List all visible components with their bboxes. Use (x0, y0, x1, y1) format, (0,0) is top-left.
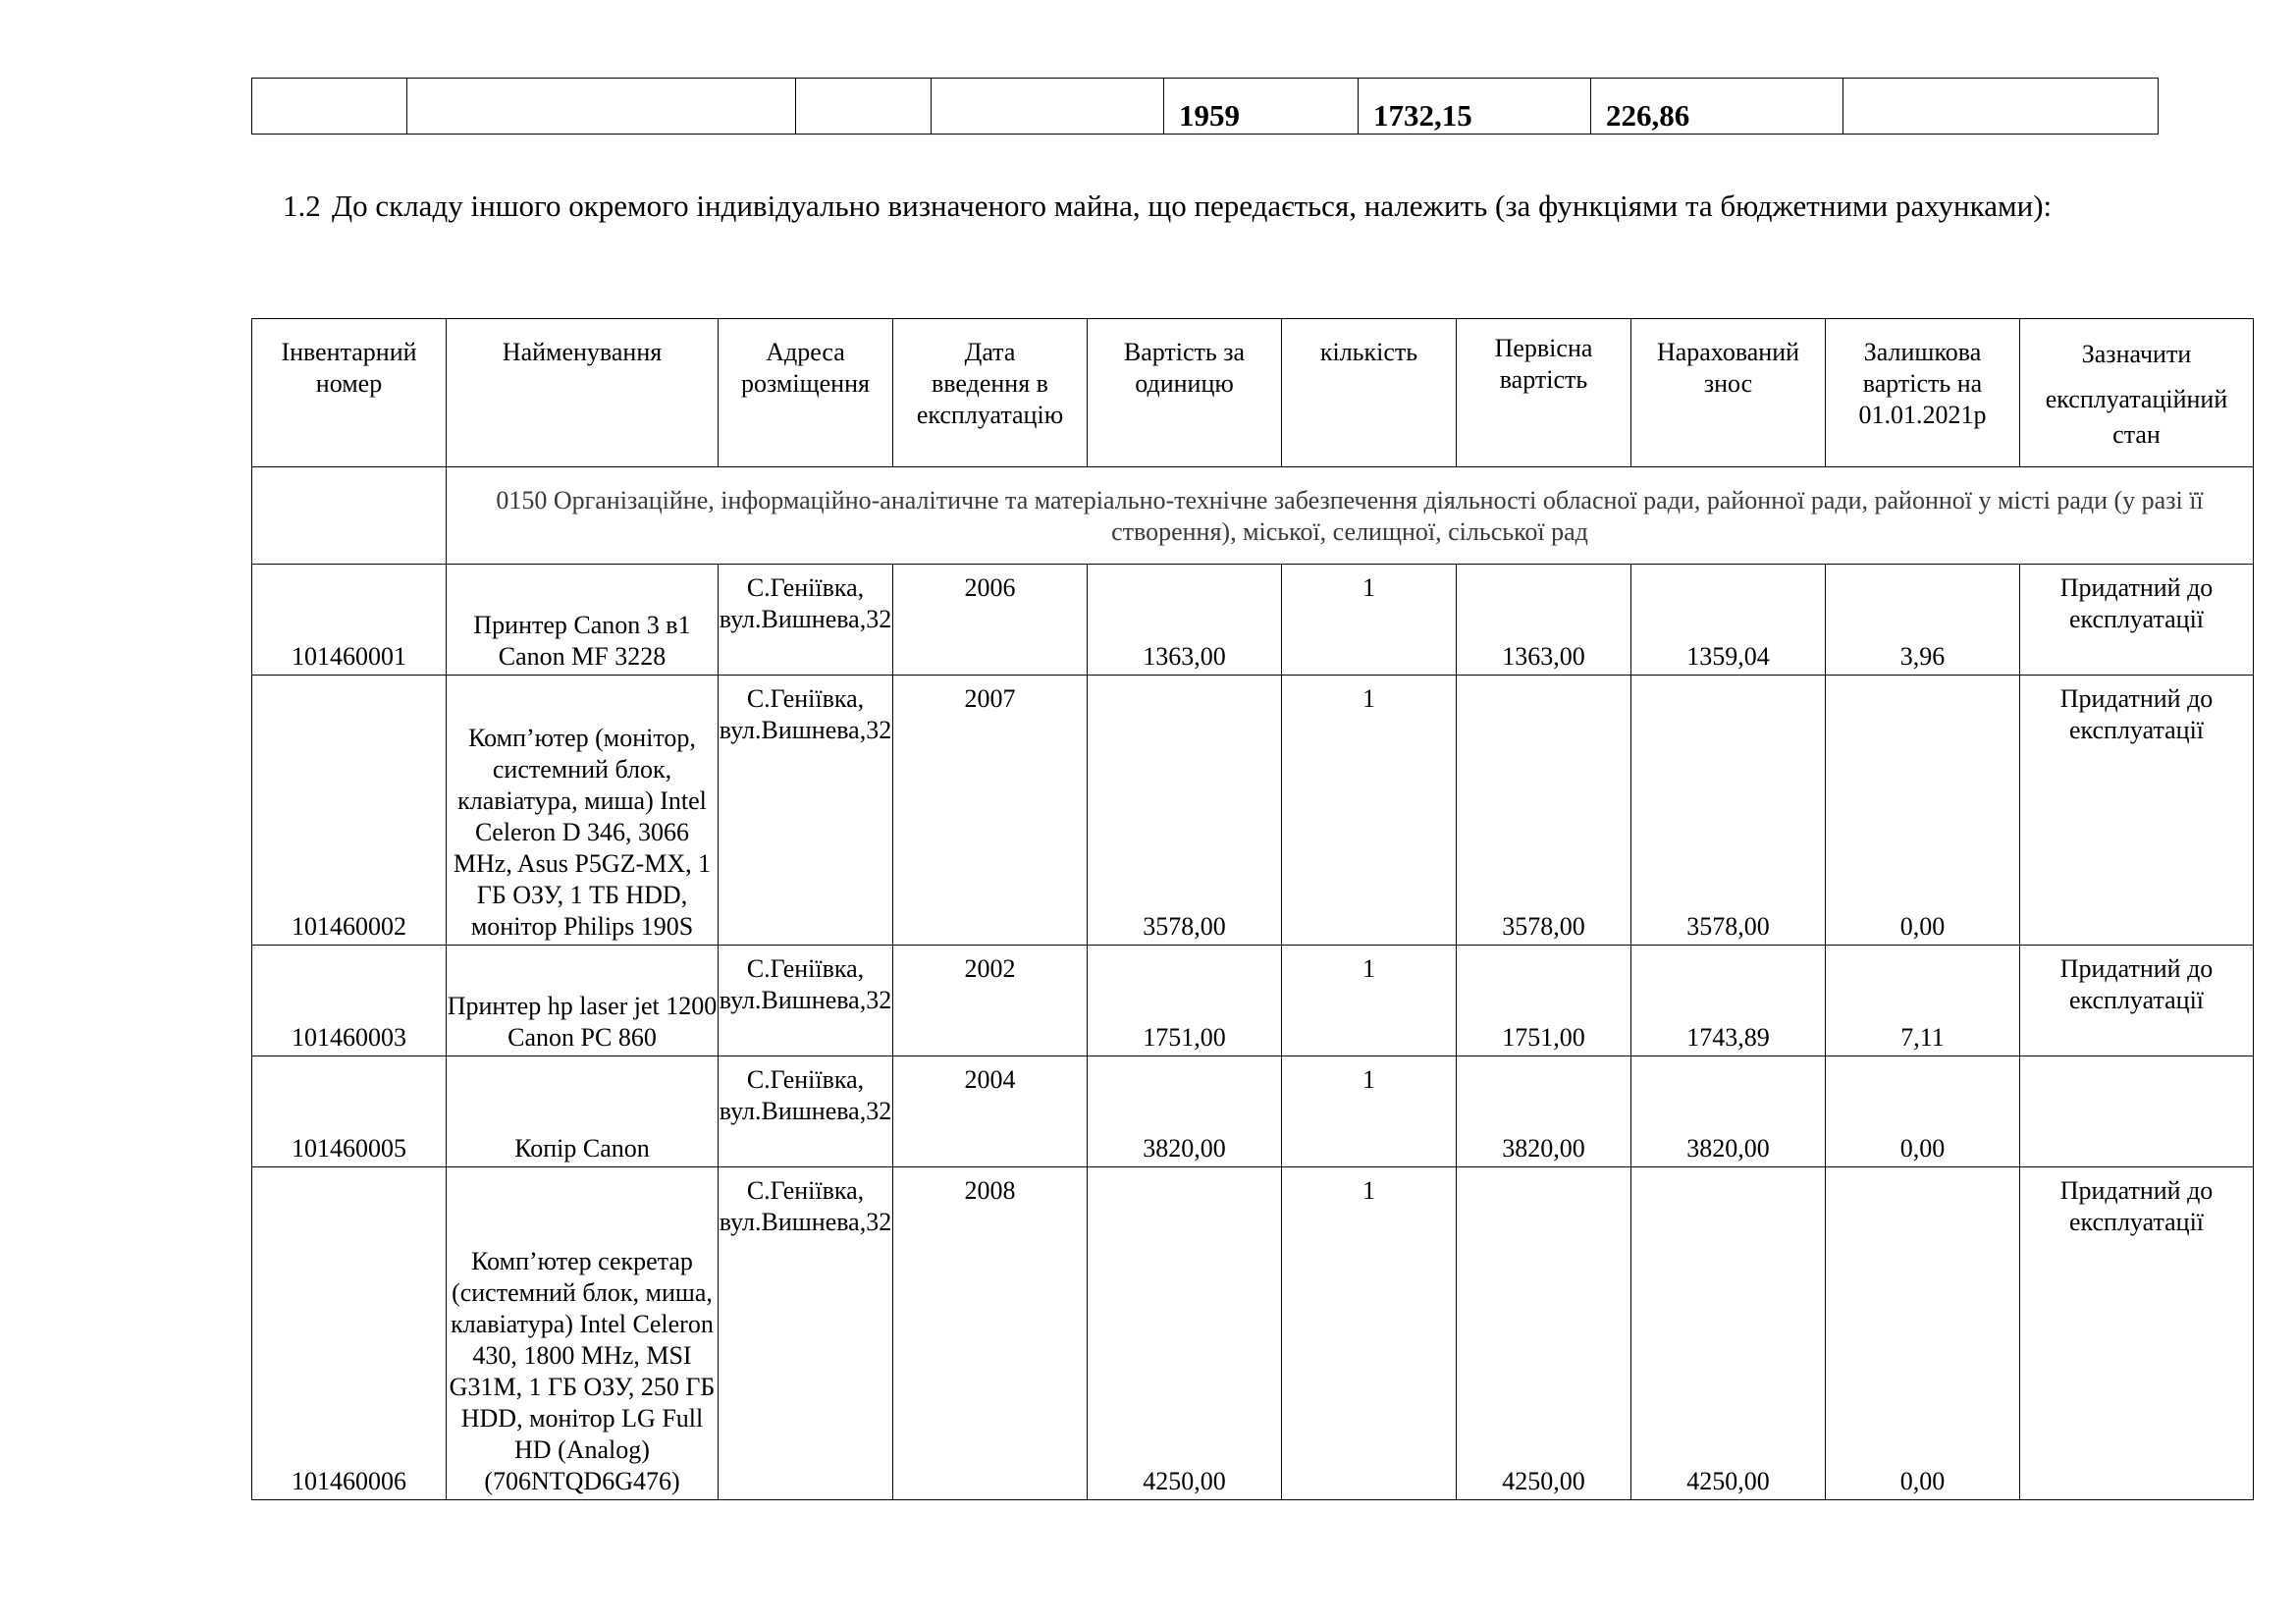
item-unit-cost: 3820,00 (1088, 1056, 1282, 1167)
item-address: С.Геніївка, вул.Вишнева,32 (719, 1056, 893, 1167)
item-initial-cost: 4250,00 (1457, 1167, 1631, 1500)
function-description: 0150 Організаційне, інформаційно-аналітичне та матеріально-технічне забезпечення діяльності обласної ради, районної ради, районної у місті ради (у разі її створення), міської, селищної, сільської рад (447, 467, 2254, 565)
item-quantity: 1 (1282, 565, 1457, 676)
section-paragraph (283, 187, 2150, 225)
item-state: Придатний до експлуатації (2020, 1167, 2254, 1500)
inventory-number: 101460001 (252, 565, 447, 676)
item-wear: 1359,04 (1631, 565, 1826, 676)
function-row-blank (252, 467, 447, 565)
item-wear: 3820,00 (1631, 1056, 1826, 1167)
header-state: Зазначити експлуатаційний стан (2020, 319, 2254, 467)
summary-total-wear: 1732,15 (1359, 79, 1591, 135)
summary-total-residual: 226,86 (1591, 79, 1843, 135)
header-date: Дата введення в експлуатацію (893, 319, 1088, 467)
summary-row (252, 79, 2159, 135)
section-text: До складу іншого окремого індивідуально визначеного майна, що передається, належить (за функціями та бюджетними рахунками): (332, 189, 2053, 223)
item-name: Принтер Canon 3 в1 Canon MF 3228 (447, 565, 719, 676)
item-quantity: 1 (1282, 1167, 1457, 1500)
summary-table (251, 78, 2159, 135)
item-date: 2008 (893, 1167, 1088, 1500)
item-wear: 1743,89 (1631, 946, 1826, 1056)
table-header-row (252, 319, 2254, 467)
summary-cell (407, 79, 796, 135)
item-unit-cost: 1363,00 (1088, 565, 1282, 676)
item-name: Копір Canon (447, 1056, 719, 1167)
item-address: С.Геніївка, вул.Вишнева,32 (719, 565, 893, 676)
item-state: Придатний до експлуатації (2020, 946, 2254, 1056)
section-number: 1.2 (283, 189, 321, 223)
header-quantity: кількість (1282, 319, 1457, 467)
table-row (252, 1167, 2254, 1500)
property-table (251, 318, 2254, 1500)
item-name: Принтер hp laser jet 1200 Canon PC 860 (447, 946, 719, 1056)
summary-cell (1843, 79, 2159, 135)
header-name: Найменування (447, 319, 719, 467)
function-row (252, 467, 2254, 565)
header-inventory-number: Інвентарний номер (252, 319, 447, 467)
inventory-number: 101460006 (252, 1167, 447, 1500)
inventory-number: 101460005 (252, 1056, 447, 1167)
header-wear: Нарахований знос (1631, 319, 1826, 467)
table-row (252, 565, 2254, 676)
item-initial-cost: 3820,00 (1457, 1056, 1631, 1167)
item-state: Придатний до експлуатації (2020, 565, 2254, 676)
item-wear: 4250,00 (1631, 1167, 1826, 1500)
item-address: С.Геніївка, вул.Вишнева,32 (719, 676, 893, 946)
inventory-number: 101460002 (252, 676, 447, 946)
table-row (252, 676, 2254, 946)
summary-cell (796, 79, 932, 135)
item-unit-cost: 3578,00 (1088, 676, 1282, 946)
item-residual: 0,00 (1826, 676, 2020, 946)
item-state (2020, 1056, 2254, 1167)
item-quantity: 1 (1282, 676, 1457, 946)
item-unit-cost: 1751,00 (1088, 946, 1282, 1056)
item-initial-cost: 1363,00 (1457, 565, 1631, 676)
item-quantity: 1 (1282, 1056, 1457, 1167)
header-address: Адреса розміщення (719, 319, 893, 467)
item-residual: 0,00 (1826, 1167, 2020, 1500)
item-residual: 7,11 (1826, 946, 2020, 1056)
item-name: Комп’ютер (монітор, системний блок, клавіатура, миша) Intel Celeron D 346, 3066 MHz, Asus P5GZ-MX, 1 ГБ ОЗУ, 1 ТБ HDD, монітор Philips 190S (447, 676, 719, 946)
item-address: С.Геніївка, вул.Вишнева,32 (719, 946, 893, 1056)
item-state: Придатний до експлуатації (2020, 676, 2254, 946)
summary-cell (252, 79, 407, 135)
header-unit-cost: Вартість за одиницю (1088, 319, 1282, 467)
summary-total-qty: 1959 (1164, 79, 1359, 135)
item-date: 2007 (893, 676, 1088, 946)
item-initial-cost: 1751,00 (1457, 946, 1631, 1056)
item-residual: 0,00 (1826, 1056, 2020, 1167)
item-date: 2006 (893, 565, 1088, 676)
item-initial-cost: 3578,00 (1457, 676, 1631, 946)
table-row (252, 946, 2254, 1056)
item-residual: 3,96 (1826, 565, 2020, 676)
header-initial-cost: Первісна вартість (1457, 319, 1631, 467)
item-unit-cost: 4250,00 (1088, 1167, 1282, 1500)
header-residual: Залишкова вартість на 01.01.2021р (1826, 319, 2020, 467)
item-address: С.Геніївка, вул.Вишнева,32 (719, 1167, 893, 1500)
item-date: 2002 (893, 946, 1088, 1056)
item-wear: 3578,00 (1631, 676, 1826, 946)
summary-cell (932, 79, 1164, 135)
inventory-number: 101460003 (252, 946, 447, 1056)
table-row (252, 1056, 2254, 1167)
item-name: Комп’ютер секретар (системний блок, миша, клавіатура) Intel Celeron 430, 1800 MHz, MSI G31M, 1 ГБ ОЗУ, 250 ГБ HDD, монітор LG Full HD (Analog) (706NTQD6G476) (447, 1167, 719, 1500)
item-quantity: 1 (1282, 946, 1457, 1056)
item-date: 2004 (893, 1056, 1088, 1167)
